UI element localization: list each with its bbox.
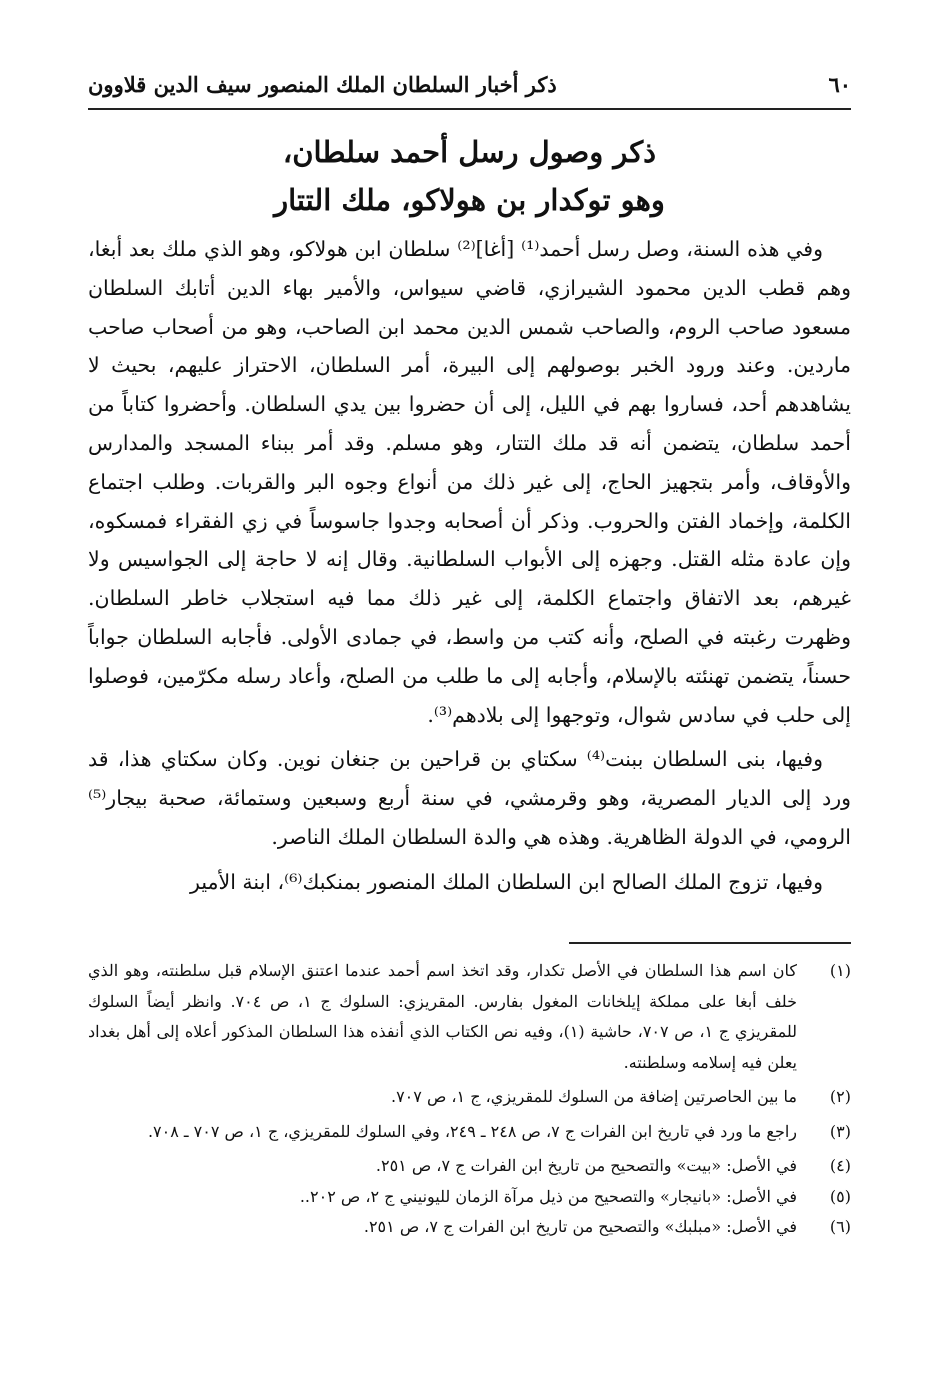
footnote-text: ما بين الحاصرتين إضافة من السلوك للمقريزي، ج ١، ص ٧٠٧. bbox=[390, 1087, 797, 1106]
footnote-number: (٤) bbox=[829, 1156, 851, 1175]
chapter-title bbox=[88, 128, 851, 224]
footnotes bbox=[88, 956, 851, 1243]
footnote bbox=[88, 1212, 851, 1243]
footnote bbox=[88, 1151, 851, 1182]
footnote-number: (٦) bbox=[829, 1217, 851, 1236]
paragraph: وفيها، بنى السلطان ببنت⁽⁴⁾ سكتاي بن قراحين بن جنغان نوين. وكان سكتاي هذا، قد ورد إلى الديار المصرية، وهو وقرمشي، في سنة أربع وسبعين وستمائة، صحبة بيجار⁽⁵⁾ الرومي، في الدولة الظاهرية. وهذه هي والدة السلطان الملك الناصر. bbox=[88, 747, 851, 849]
running-header bbox=[88, 64, 851, 104]
footnote-number: (٥) bbox=[829, 1186, 851, 1206]
footnote bbox=[88, 1182, 851, 1213]
body-text bbox=[88, 230, 851, 908]
footnote-text: في الأصل: «بانيجار» والتصحيح من ذيل مرآة الزمان لليونيني ج ٢، ص ٢٠٢.. bbox=[299, 1186, 797, 1206]
footnote bbox=[88, 1082, 851, 1113]
chapter-title-line-2: وهو توكدار بن هولاكو، ملك التتار bbox=[274, 183, 665, 217]
running-title: ذكر أخبار السلطان الملك المنصور سيف الدين قلاوون bbox=[88, 71, 557, 97]
paragraph: وفي هذه السنة، وصل رسل أحمد⁽¹⁾ [أغا]⁽²⁾ سلطان ابن هولاكو، وهو الذي ملك بعد أبغا، وهم قطب الدين محمود الشيرازي، قاضي سيواس، والأمير بهاء الدين أتابك السلطان مسعود صاحب الروم، والصاحب شمس الدين محمد ابن الصاحب، وهو من أصحاب صاحب ماردين. وعند ورود الخبر بوصولهم إلى البيرة، أمر السلطان، الاحتراز عليهم، بحيث لا يشاهدهم أحد، فساروا بهم في الليل، إلى أن حضروا بين يدي السلطان. وأحضروا كتاباً من أحمد سلطان، يتضمن أنه قد ملك التتار، وهو مسلم. وقد أمر ببناء المسجد والمدارس والأوقاف، وأمر بتجهيز الحاج، إلى غير ذلك من أنواع وجوه البر والقربات. وطلب اجتماع الكلمة، وإخماد الفتن والحروب. وذكر أن أصحابه وجدوا جاسوساً في زي الفقراء فمسكوه، وإن عادة مثله القتل. وجهزه إلى الأبواب السلطانية. وقال إنه لا حاجة إلى الجواسيس ولا غيرهم، بعد الاتفاق واجتماع الكلمة، إلى غير ذلك مما فيه استجلاب خاطر السلطان. وظهرت رغبته في الصلح، وأنه كتب من واسط، في جمادى الأولى. فأجابه السلطان جواباً حسناً، يتضمن تهنئته بالإسلام، وأجابه إلى ما طلب من الصلح، وأعاد رسله مكرّمين، فوصلوا إلى حلب في سادس شوال، وتوجهوا إلى بلادهم⁽³⁾. bbox=[88, 237, 851, 727]
footnote-number: (٣) bbox=[829, 1121, 851, 1141]
header-divider bbox=[88, 108, 851, 110]
footnote-text: في الأصل: «مبلبك» والتصحيح من تاريخ ابن الفرات ج ٧، ص ٢٥١. bbox=[363, 1217, 797, 1236]
footnote-text: راجع ما ورد في تاريخ ابن الفرات ج ٧، ص ٢٤٨ ـ ٢٤٩، وفي السلوك للمقريزي، ج ١، ص ٧٠٧ ـ ٧٠٨. bbox=[147, 1121, 797, 1141]
page-number: ٦٠ bbox=[828, 71, 851, 97]
footnote bbox=[88, 1117, 851, 1148]
chapter-title-line-1: ذكر وصول رسل أحمد سلطان، bbox=[282, 135, 657, 169]
footnote-number: (٢) bbox=[829, 1087, 851, 1106]
footnote-text: في الأصل: «بيت» والتصحيح من تاريخ ابن الفرات ج ٧، ص ٢٥١. bbox=[375, 1156, 797, 1175]
footnote-number: (١) bbox=[829, 961, 851, 980]
footnote-divider bbox=[569, 942, 851, 944]
footnote bbox=[88, 956, 851, 1078]
footnote-text: كان اسم هذا السلطان في الأصل تكدار، وقد اتخذ اسم أحمد عندما اعتنق الإسلام قبل سلطنته، وهو الذي خلف أبغا على مملكة إيلخانات المغول بفارس. المقريزي: السلوك ج ١، ص ٧٠٤. وانظر أيضاً السلوك للمقريزي ج ١، ص ٧٠٧، حاشية (١)، وفيه نص الكتاب الذي أنفذه هذا السلطان المذكور أعلاه إلى أهل بغداد يعلن فيه إسلامه وسلطنته. bbox=[88, 961, 798, 1072]
paragraph: وفيها، تزوج الملك الصالح ابن السلطان الملك المنصور بمنكبك⁽⁶⁾، ابنة الأمير bbox=[190, 869, 823, 894]
